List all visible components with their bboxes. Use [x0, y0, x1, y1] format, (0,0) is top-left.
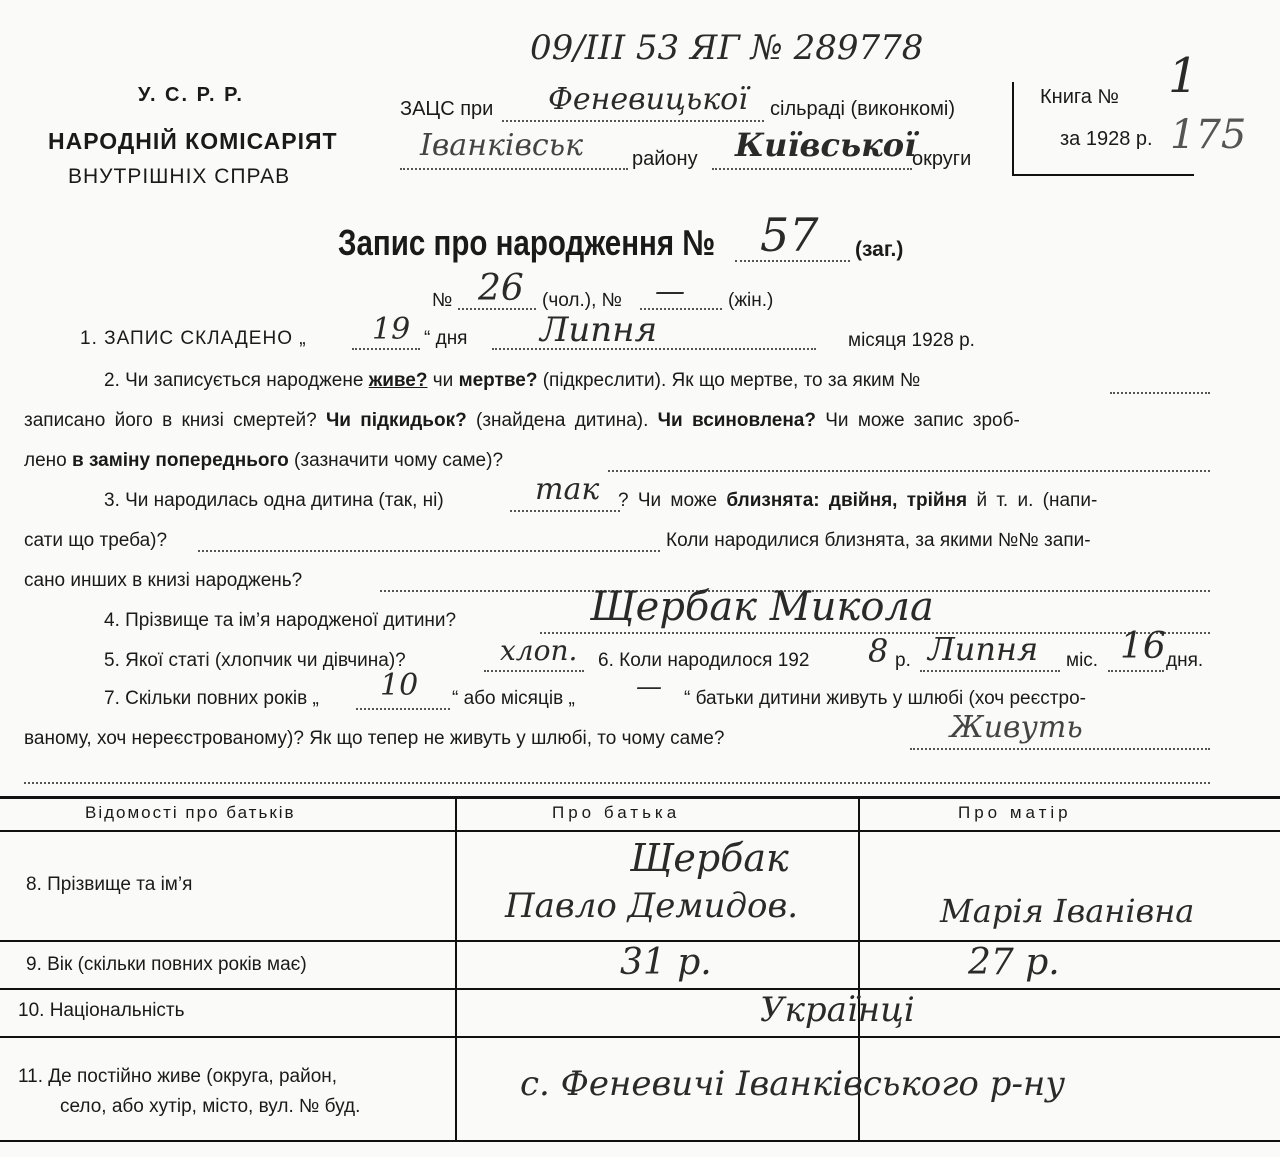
parents-surname: Щербак: [630, 836, 789, 880]
mother-age: 27 р.: [968, 942, 1060, 983]
q2-l1c: (підкреслити). Як що мертве, то за яким №: [542, 370, 921, 391]
female-number: —: [655, 274, 685, 309]
q2-l3b: (зазначити чому саме)?: [294, 450, 504, 471]
ministry-label: ВНУТРІШНІХ СПРАВ: [68, 165, 291, 188]
q3-line1-rest: [618, 490, 1097, 512]
table-top-border: [0, 796, 1280, 799]
mother-name: Марія Іванівна: [940, 892, 1195, 930]
q2-l2a: записано його в книзі смертей?: [24, 410, 317, 431]
q2-l3a: лено: [24, 450, 67, 471]
q7-years-dots: [356, 708, 450, 710]
q5-label: 5. Якої статі (хлопчик чи дівчина)?: [104, 650, 406, 671]
q3-twins: близнята:: [726, 490, 820, 511]
sheet-number: 175: [1170, 112, 1247, 158]
q1-month-dots: [492, 348, 816, 350]
record-title: Запис про народження №: [338, 222, 716, 263]
q3-l1b: ? Чи може: [618, 490, 718, 511]
q2-l2c: Чи може запис зроб-: [825, 410, 1020, 431]
male-label: (чол.), №: [542, 290, 623, 311]
okruha-value: Київської: [735, 126, 917, 164]
district-value: Іванківськ: [420, 128, 583, 163]
table-row9-border: [0, 988, 1280, 990]
q3-l2a: сати що треба)?: [24, 530, 168, 551]
year-label: за 1928 р.: [1060, 128, 1153, 150]
row11-label-1: 11. Де постійно живе (округа, район,: [18, 1066, 338, 1087]
table-header-father: Про батька: [552, 803, 681, 822]
q2-l2b: (знайдена дитина).: [476, 410, 649, 431]
commissariat-label: НАРОДНІЙ КОМІСАРІЯТ: [48, 128, 338, 154]
q6-month-dots: [920, 670, 1060, 672]
q1-day-dots: [352, 348, 420, 350]
female-label: (жін.): [728, 290, 774, 311]
book-number: 1: [1168, 48, 1199, 104]
q1-prefix: 1. ЗАПИС СКЛАДЕНО „: [80, 328, 307, 349]
row9-label: 9. Вік (скільки повних років має): [26, 954, 307, 975]
zags-suffix: сільраді (виконкомі): [770, 98, 955, 120]
q2-line1: [104, 370, 920, 392]
male-no-prefix: №: [432, 290, 453, 311]
q2-found: Чи підкидьок?: [325, 410, 467, 431]
q7-l1c: “ батьки дитини живуть у шлюбі (хоч реєстро-: [684, 688, 1086, 709]
table-header-mother: Про матір: [958, 803, 1072, 822]
village-council-dots: [502, 120, 764, 122]
table-col1-divider: [455, 796, 457, 1142]
marriage-reason: Живуть: [950, 710, 1083, 745]
q2-alive: живе?: [368, 370, 428, 391]
male-number-dots: [458, 308, 536, 310]
q3-l1c: двійня, трійня: [828, 490, 968, 511]
q6-d: дня.: [1166, 650, 1204, 671]
district-dots: [400, 168, 628, 170]
q2-line2: [24, 410, 1020, 432]
book-box-left: [1012, 82, 1014, 176]
row10-label: 10. Національність: [18, 1000, 185, 1021]
table-header-border: [0, 830, 1280, 832]
q3-l3a: сано инших в книзі народжень?: [24, 570, 303, 591]
table-header-info: Відомості про батьків: [85, 803, 296, 822]
q7-l3-dots: [24, 782, 1210, 784]
marriage-months: —: [636, 672, 662, 702]
q2-replace-dots: [608, 470, 1210, 472]
q1-month: Липня: [540, 310, 658, 350]
q1-mid: “ дня: [424, 328, 468, 349]
nationality: Українці: [760, 990, 915, 1030]
father-age: 31 р.: [620, 942, 712, 983]
q7-l2-dots: [910, 748, 1210, 750]
record-number-dots: [735, 260, 850, 262]
q3-l1a: 3. Чи народилась одна дитина (так, ні): [104, 490, 444, 511]
birth-year-digit: 8: [868, 632, 889, 670]
q2-adopt: Чи всиновлена?: [657, 410, 816, 431]
usrr-label: У. С. Р. Р.: [138, 84, 244, 106]
book-box-bottom: [1012, 174, 1194, 176]
book-label: Книга №: [1040, 86, 1119, 108]
row8-label: 8. Прізвище та ім’я: [26, 874, 193, 895]
q6-day-dots: [1108, 670, 1164, 672]
q7-l2a: ваному, хоч нереєстрованому)? Як що тепер не живуть у шлюбі, то чому саме?: [24, 728, 725, 749]
q5-dots: [484, 670, 584, 672]
record-suffix: (заг.): [855, 238, 904, 261]
child-sex: хлоп.: [500, 634, 578, 667]
q1-post: місяця 1928 р.: [848, 330, 975, 351]
q2-death-dots: [1110, 392, 1210, 394]
q3-l1d: й т. и. (напи-: [976, 490, 1098, 511]
q4-label: 4. Прізвище та ім’я народженої дитини?: [104, 610, 457, 631]
male-number: 26: [478, 268, 524, 309]
row11-label-2: село, або хутір, місто, вул. № буд.: [60, 1096, 361, 1117]
village-council-value: Феневицької: [548, 82, 748, 117]
birth-day: 16: [1120, 626, 1166, 667]
q3-l2b: Коли народилися близнята, за якими №№ запи-: [666, 530, 1091, 551]
q2-line3: [24, 450, 503, 472]
q2-dead: мертве?: [458, 370, 538, 391]
child-name: Щербак Микола: [590, 584, 934, 630]
archive-stamp: 09/III 53 ЯГ № 289778: [530, 28, 924, 68]
q2-replace: в заміну попереднього: [72, 450, 289, 471]
q1-day: 19: [372, 312, 411, 347]
q7-l1b: “ або місяців „: [452, 688, 575, 709]
okruha-dots: [712, 168, 912, 170]
q7-l1a: 7. Скільки повних років „: [104, 688, 319, 709]
q3-answer-dots: [510, 510, 620, 512]
q6-c: міс.: [1066, 650, 1099, 671]
father-name: Павло Демидов.: [505, 886, 799, 926]
q3-l2-dots: [198, 550, 660, 552]
record-number: 57: [760, 208, 819, 262]
marriage-years: 10: [380, 668, 419, 703]
table-bottom-border: [0, 1140, 1280, 1142]
q2-l1b: чи: [432, 370, 454, 391]
residence: с. Феневичі Іванківського р-ну: [520, 1064, 1066, 1104]
district-label: району: [632, 148, 698, 170]
birth-month: Липня: [928, 630, 1039, 668]
q3-answer: так: [535, 472, 600, 507]
q6-a: 6. Коли народилося 192: [598, 650, 810, 671]
table-row10-border: [0, 1036, 1280, 1038]
q6-b: р.: [895, 650, 911, 671]
q2-l1a: 2. Чи записується народжене: [104, 370, 364, 391]
zags-prefix: ЗАЦС при: [400, 98, 494, 120]
okruha-label: округи: [912, 148, 972, 170]
